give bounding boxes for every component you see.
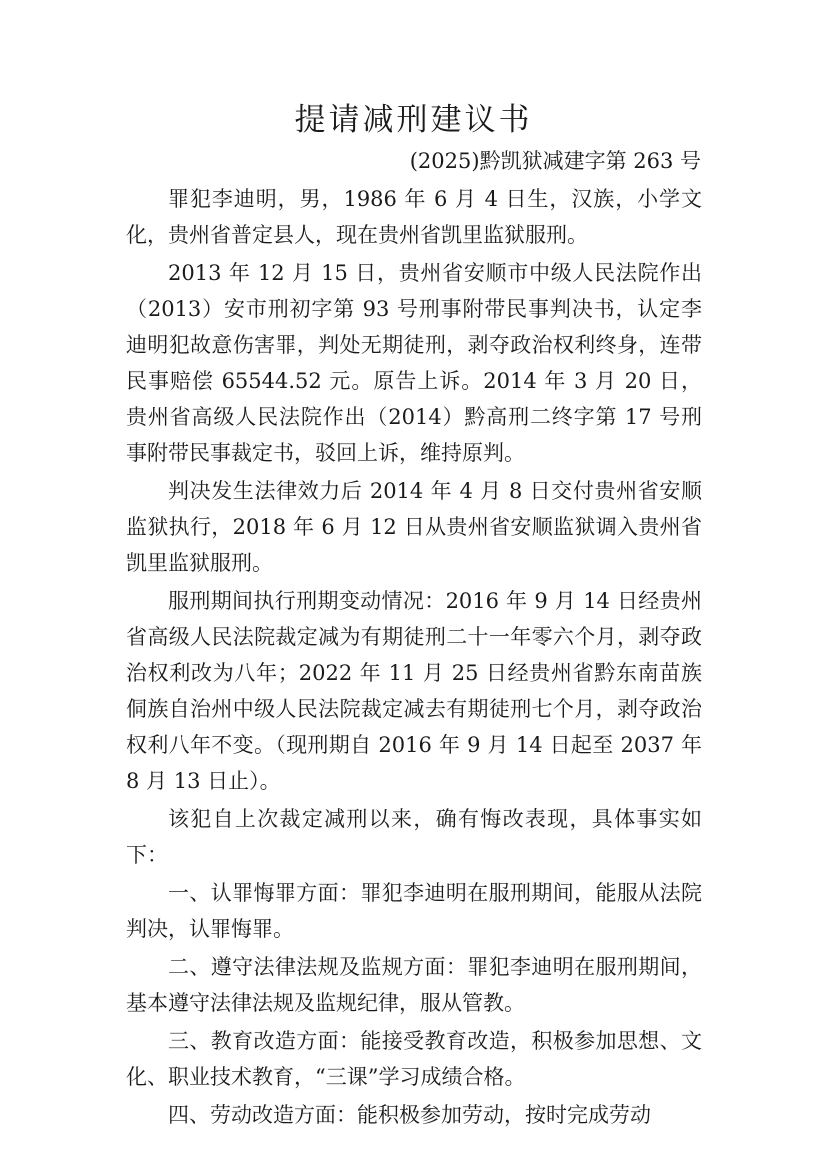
paragraph-education: 三、教育改造方面：能接受教育改造，积极参加思想、文化、职业技术教育，“三课”学习成绩合格。 bbox=[126, 1029, 702, 1089]
paragraph-sentence-changes: 服刑期间执行刑期变动情况：2016 年 9 月 14 日经贵州省高级人民法院裁定减为有期徒刑二十一年零六个月，剥夺政治权利改为八年；2022 年 11 月 25 日经贵州省黔东南苗族侗族自治州中级人民法院裁定减去有期徒刑七个月，剥夺政治权利八年不变。（现刑期自 2016 年 9 月 14 日起至 2037 年 8 月 13 日止）。 bbox=[126, 589, 702, 793]
paragraph-facts-intro: 该犯自上次裁定减刑以来，确有悔改表现，具体事实如下： bbox=[126, 807, 702, 867]
document-body bbox=[126, 181, 702, 1135]
paragraph-repentance: 一、认罪悔罪方面：罪犯李迪明在服刑期间，能服从法院判决，认罪悔罪。 bbox=[126, 881, 702, 941]
paragraph-original-judgment: 2013 年 12 月 15 日，贵州省安顺市中级人民法院作出（2013）安市刑初字第 93 号刑事附带民事判决书，认定李迪明犯故意伤害罪，判处无期徒刑，剥夺政治权利终身，连带民事赔偿 65544.52 元。原告上诉。2014 年 3 月 20 日，贵州省高级人民法院作出（2014）黔高刑二终字第 17 号刑事附带民事裁定书，驳回上诉，维持原判。 bbox=[126, 261, 702, 465]
paragraph-discipline: 二、遵守法律法规及监规方面：罪犯李迪明在服刑期间，基本遵守法律法规及监规纪律，服从管教。 bbox=[126, 955, 702, 1015]
document-number: (2025)黔凯狱减建字第 263 号 bbox=[409, 149, 701, 173]
paragraph-criminal-info: 罪犯李迪明，男，1986 年 6 月 4 日生，汉族，小学文化，贵州省普定县人，现在贵州省凯里监狱服刑。 bbox=[126, 187, 702, 247]
paragraph-execution: 判决发生法律效力后 2014 年 4 月 8 日交付贵州省安顺监狱执行，2018 年 6 月 12 日从贵州省安顺监狱调入贵州省凯里监狱服刑。 bbox=[126, 479, 702, 575]
paragraph-labor: 四、劳动改造方面：能积极参加劳动，按时完成劳动 bbox=[168, 1103, 651, 1127]
document-title: 提请减刑建议书 bbox=[294, 102, 533, 138]
